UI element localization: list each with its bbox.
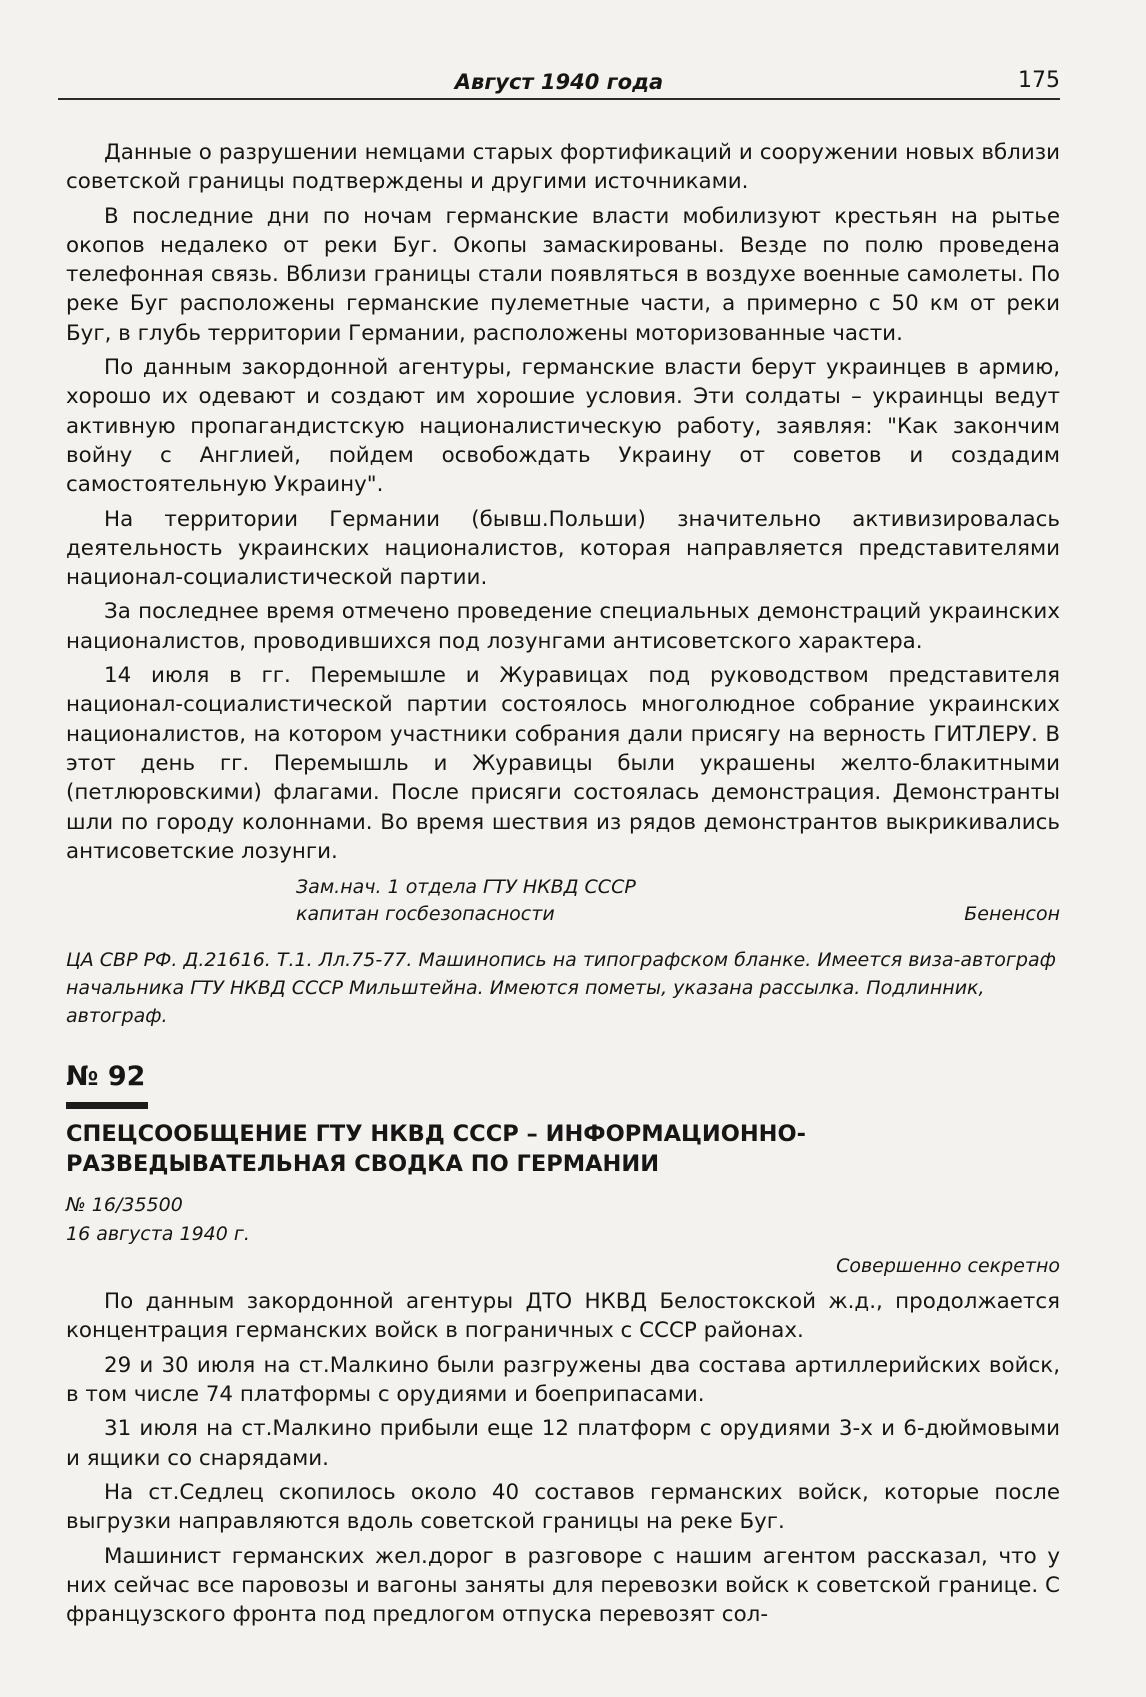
section-document-92 xyxy=(66,1287,1060,1629)
document-date: 16 августа 1940 г. xyxy=(66,1223,250,1246)
paragraph: На территории Германии (бывш.Польши) значительно активизировалась деятельность украинских националистов, которая направляется представителями национал-социалистической партии. xyxy=(66,506,1060,591)
section-previous-document xyxy=(66,138,1060,866)
paragraph: По данным закордонной агентуры ДТО НКВД Белостокской ж.д., продолжается концентрация германских войск в пограничных с СССР районах. xyxy=(66,1289,1060,1344)
signature-name: Бененсон xyxy=(964,903,1060,926)
paragraph: За последнее время отмечено проведение специальных демонстраций украинских националистов, проводившихся под лозунгами антисоветского характера. xyxy=(66,599,1060,654)
signature-position-line2: капитан госбезопасности xyxy=(296,903,555,926)
paragraph: В последние дни по ночам германские власти мобилизуют крестьян на рытье окопов недалеко от реки Буг. Окопы замаскированы. Везде по полю проведена телефонная связь. Вблизи границы стали появляться в воздухе военные самолеты. По реке Буг расположены германские пулеметные части, а примерно с 50 км от реки Буг, в глубь территории Германии, расположены моторизованные части. xyxy=(66,203,1060,346)
running-header xyxy=(58,64,1060,100)
paragraph: По данным закордонной агентуры, германские власти берут украинцев в армию, хорошо их одевают и создают им хорошие условия. Эти солдаты – украинцы ведут активную пропагандистскую националистическую работу, заявляя: "Как закончим войну с Англией, пойдем освобождать Украину от советов и создадим самостоятельную Украину". xyxy=(66,355,1060,498)
document-meta xyxy=(66,1191,1060,1249)
page-number: 175 xyxy=(1018,68,1060,93)
archive-source-note: ЦА СВР РФ. Д.21616. Т.1. Лл.75-77. Машинопись на типографском бланке. Имеется виза-автограф начальника ГТУ НКВД СССР Мильштейна. Имеются пометы, указана рассылка. Подлинник, автограф. xyxy=(66,949,1056,1028)
paragraph: Данные о разрушении немцами старых фортификаций и сооружении новых вблизи советской границы подтверждены и другими источниками. xyxy=(66,140,1060,195)
paragraph: 31 июля на ст.Малкино прибыли еще 12 платформ с орудиями 3-х и 6-дюймовыми и ящики со снарядами. xyxy=(66,1416,1060,1471)
paragraph: Машинист германских жел.дорог в разговоре с нашим агентом рассказал, что у них сейчас все паровозы и вагоны заняты для перевозки войск к советской границе. С французского фронта под предлогом отпуска перевозят сол- xyxy=(66,1543,1060,1628)
paragraph: На ст.Седлец скопилось около 40 составов германских войск, которые после выгрузки направляются вдоль советской границы на реке Буг. xyxy=(66,1479,1060,1535)
paragraph: 29 и 30 июля на ст.Малкино были разгружены два состава артиллерийских войск, в том числе 74 платформы с орудиями и боеприпасами. xyxy=(66,1352,1060,1408)
heading-rule xyxy=(66,1102,148,1109)
paragraph: 14 июля в гг. Перемышле и Журавицах под руководством представителя национал-социалистической партии состоялось многолюдное собрание украинских националистов, на котором участники собрания дали присягу на верность ГИТЛЕРУ. В этот день гг. Перемышль и Журавицы были украшены желто-блакитными (петлюровскими) флагами. После присяги состоялась демонстрация. Демонстранты шли по городу колоннами. Во время шествия из рядов демонстрантов выкрикивались антисоветские лозунги. xyxy=(66,663,1060,864)
document-title: СПЕЦСООБЩЕНИЕ ГТУ НКВД СССР – ИНФОРМАЦИОННО-РАЗВЕДЫВАТЕЛЬНАЯ СВОДКА ПО ГЕРМАНИИ xyxy=(66,1121,806,1178)
page-body xyxy=(66,138,1060,1634)
signature-position-line1: Зам.нач. 1 отдела ГТУ НКВД СССР xyxy=(296,876,636,899)
document-number: № 92 xyxy=(66,1061,146,1093)
classification-stamp: Совершенно секретно xyxy=(836,1255,1060,1278)
signature-block xyxy=(66,874,1060,928)
document-reg-number: № 16/35500 xyxy=(66,1194,183,1217)
header-title: Август 1940 года xyxy=(454,70,664,94)
